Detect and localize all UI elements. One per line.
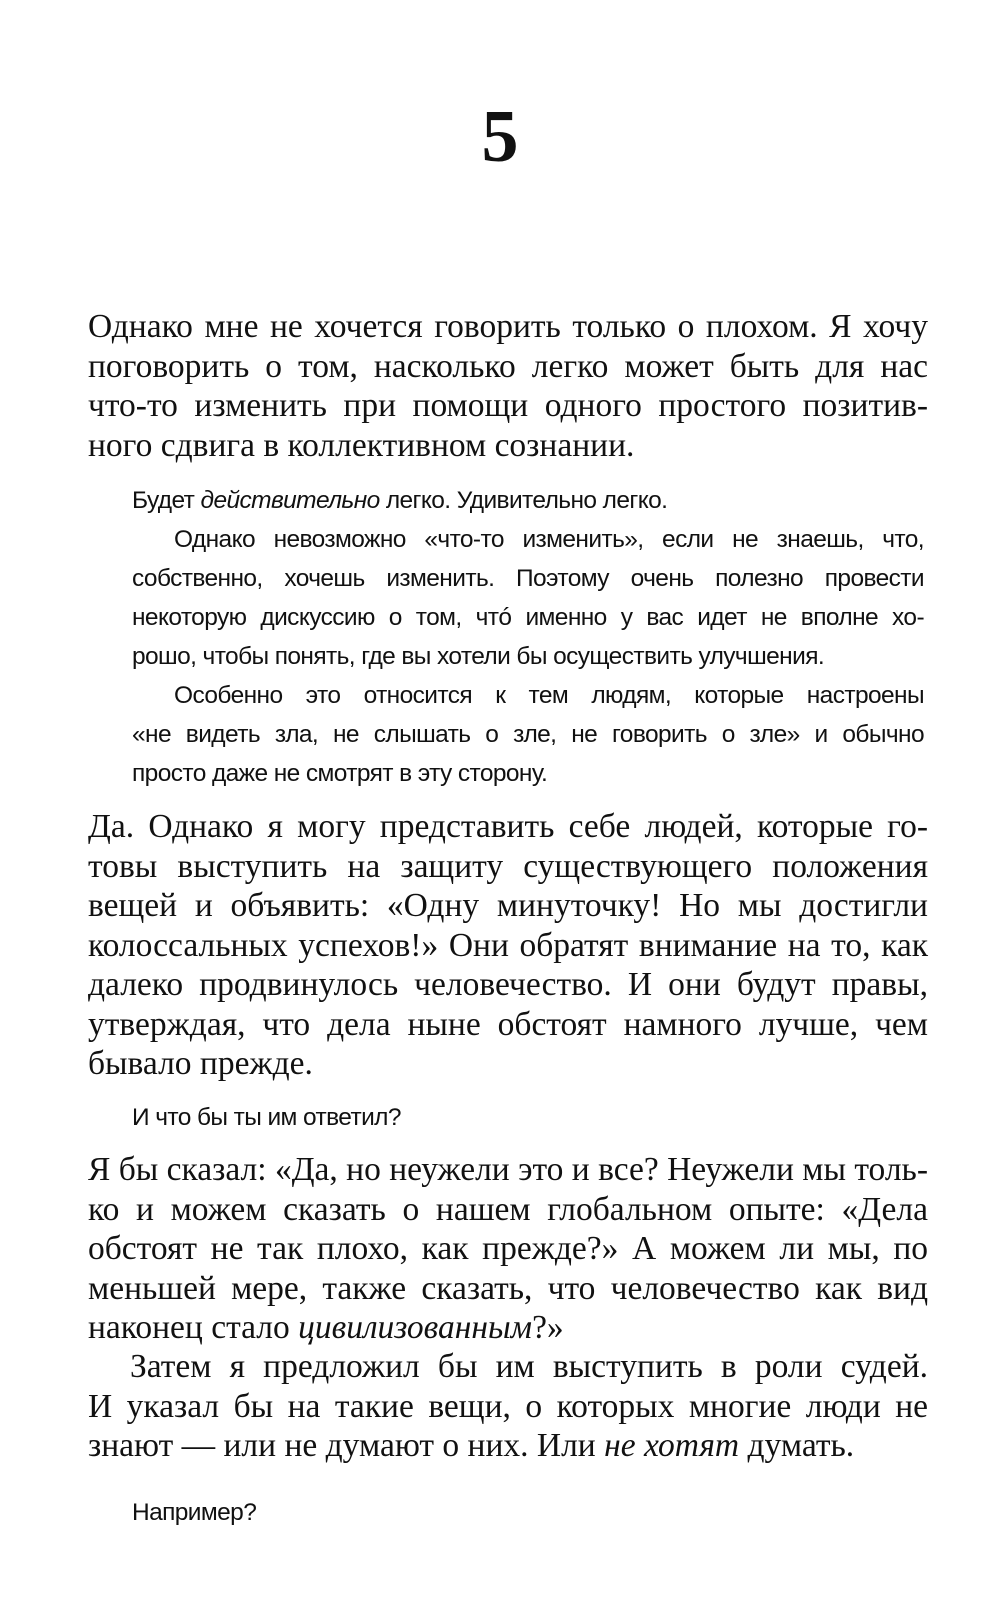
italic-emphasis: действительно: [200, 487, 380, 514]
text-span: легко. Удивительно легко.: [379, 487, 668, 514]
text-span: Будет: [132, 487, 201, 514]
text-line: Да. Однако я могу представить себе людей, которые го-: [88, 808, 928, 845]
paragraph-7: [88, 1150, 928, 1348]
text-line: «не видеть зла, не слышать о зле, не говорить о зле» и обычно: [132, 721, 924, 748]
text-line: собственно, хочешь изменить. Поэтому очень полезно провести: [132, 565, 924, 592]
text-line: рошо, чтобы понять, где вы хотели бы осуществить улучшения.: [132, 643, 825, 670]
text-line: Однако невозможно «что-то изменить», если не знаешь, что,: [174, 526, 924, 553]
text-line: Я бы сказал: «Да, но неужели это и все? Неужели мы толь-: [88, 1151, 928, 1188]
italic-emphasis: не хотят: [604, 1427, 740, 1464]
text-line: [88, 1308, 928, 1348]
text-line: И указал бы на такие вещи, о которых многие люди не: [88, 1387, 928, 1425]
paragraph-5: [88, 807, 928, 1084]
text-line: далеко продвинулось человечество. И они будут правы,: [88, 966, 928, 1003]
text-line: некоторую дискуссию о том, чтó именно у вас идет не вполне хо-: [132, 604, 924, 631]
paragraph-9: [132, 1493, 924, 1532]
text-span: думать.: [739, 1427, 855, 1464]
text-line: утверждая, что дела ныне обстоят намного лучше, чем: [88, 1005, 928, 1043]
chapter-number: 5: [481, 96, 519, 178]
text-span: ?»: [532, 1309, 564, 1346]
text-line: колоссальных успехов!» Они обратят внимание на то, как: [88, 926, 928, 964]
text-line: Затем я предложил бы им выступить в роли судей.: [130, 1348, 928, 1385]
text-line: И что бы ты им ответил?: [132, 1104, 401, 1131]
italic-emphasis: цивилизованным: [298, 1309, 533, 1346]
text-line: ко и можем сказать о нашем глобальном опыте: «Дела: [88, 1190, 928, 1228]
text-line: Особенно это относится к тем людям, которые настроены: [174, 682, 924, 709]
text-line: товы выступить на защиту существующего положения: [88, 847, 928, 885]
text-span: знают — или не думают о них. Или: [88, 1427, 605, 1464]
text-line: [132, 481, 924, 520]
text-line: ного сдвига в коллективном сознании.: [88, 426, 635, 464]
paragraph-8: [88, 1347, 928, 1466]
text-line: просто даже не смотрят в эту сторону.: [132, 760, 548, 787]
text-line: поговорить о том, насколько легко может быть для нас: [88, 347, 928, 385]
paragraph-6: [132, 1098, 924, 1137]
paragraph-1: [88, 307, 928, 465]
text-line: что-то изменить при помощи одного простого позитив-: [88, 387, 928, 424]
paragraph-4: [132, 676, 924, 793]
text-line: бывало прежде.: [88, 1045, 313, 1082]
text-span: наконец стало: [88, 1309, 299, 1346]
paragraph-2: [132, 481, 924, 520]
paragraph-3: [132, 520, 924, 676]
text-line: [88, 1426, 928, 1466]
text-line: обстоят не так плохо, как прежде?» А можем ли мы, по: [88, 1230, 928, 1267]
text-line: меньшей мере, также сказать, что человечество как вид: [88, 1269, 928, 1307]
text-line: Например?: [132, 1499, 257, 1526]
text-line: Однако мне не хочется говорить только о плохом. Я хочу: [88, 308, 928, 345]
text-line: вещей и объявить: «Одну минуточку! Но мы достигли: [88, 887, 928, 924]
